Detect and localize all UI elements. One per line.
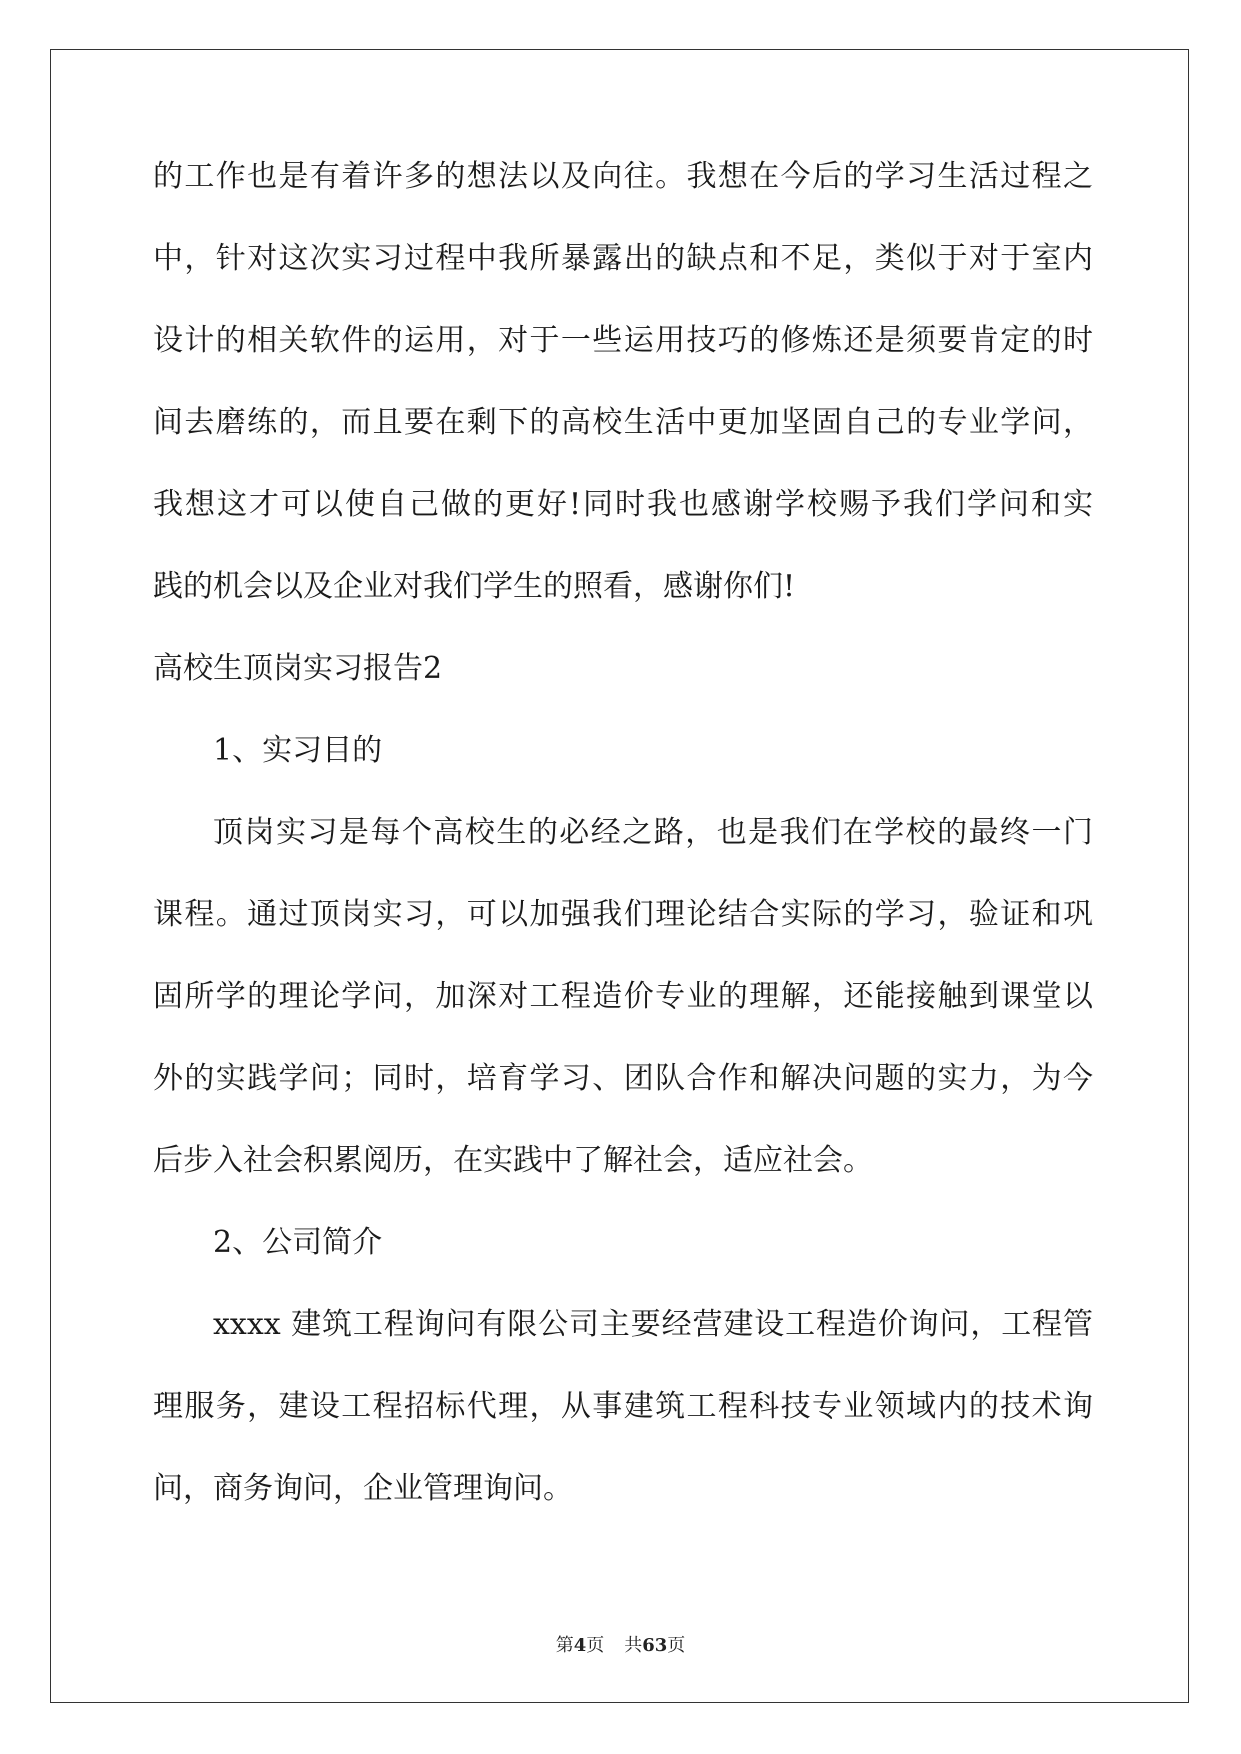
footer-page-number: 4 <box>573 1635 587 1656</box>
footer-total-suffix: 页 <box>667 1635 686 1656</box>
body-line: 践的机会以及企业对我们学生的照看，感谢你们! <box>153 569 796 604</box>
body-line: xxxx 建筑工程询问有限公司主要经营建设工程造价询问，工程管 <box>213 1307 1093 1342</box>
body-line: 的工作也是有着许多的想法以及向往。我想在今后的学习生活过程之 <box>153 159 1093 194</box>
footer-prefix: 第 <box>555 1635 574 1656</box>
body-line: 中，针对这次实习过程中我所暴露出的缺点和不足，类似于对于室内 <box>153 241 1093 276</box>
footer-total-prefix: 共 <box>624 1635 643 1656</box>
body-line: 理服务，建设工程招标代理，从事建筑工程科技专业领域内的技术询 <box>153 1389 1093 1424</box>
subheading-company-profile: 2、公司简介 <box>213 1225 383 1260</box>
document-body <box>153 159 1093 1556</box>
page-footer <box>0 1631 1241 1657</box>
subheading-internship-purpose: 1、实习目的 <box>213 733 383 768</box>
body-line: 我想这才可以使自己做的更好!同时我也感谢学校赐予我们学问和实 <box>153 487 1093 522</box>
body-line: 间去磨练的，而且要在剩下的高校生活中更加坚固自己的专业学问， <box>153 405 1093 440</box>
section-heading: 高校生顶岗实习报告2 <box>153 651 443 686</box>
footer-total-pages: 63 <box>642 1635 668 1656</box>
body-line: 外的实践学问；同时，培育学习、团队合作和解决问题的实力，为今 <box>153 1061 1093 1096</box>
body-line: 后步入社会积累阅历，在实践中了解社会，适应社会。 <box>153 1143 873 1178</box>
footer-page-suffix: 页 <box>586 1635 605 1656</box>
body-line: 顶岗实习是每个高校生的必经之路，也是我们在学校的最终一门 <box>213 815 1093 850</box>
body-line: 课程。通过顶岗实习，可以加强我们理论结合实际的学习，验证和巩 <box>153 897 1093 932</box>
body-line: 设计的相关软件的运用，对于一些运用技巧的修炼还是须要肯定的时 <box>153 323 1093 358</box>
body-line: 问，商务询问，企业管理询问。 <box>153 1471 573 1506</box>
body-line: 固所学的理论学问，加深对工程造价专业的理解，还能接触到课堂以 <box>153 979 1093 1014</box>
